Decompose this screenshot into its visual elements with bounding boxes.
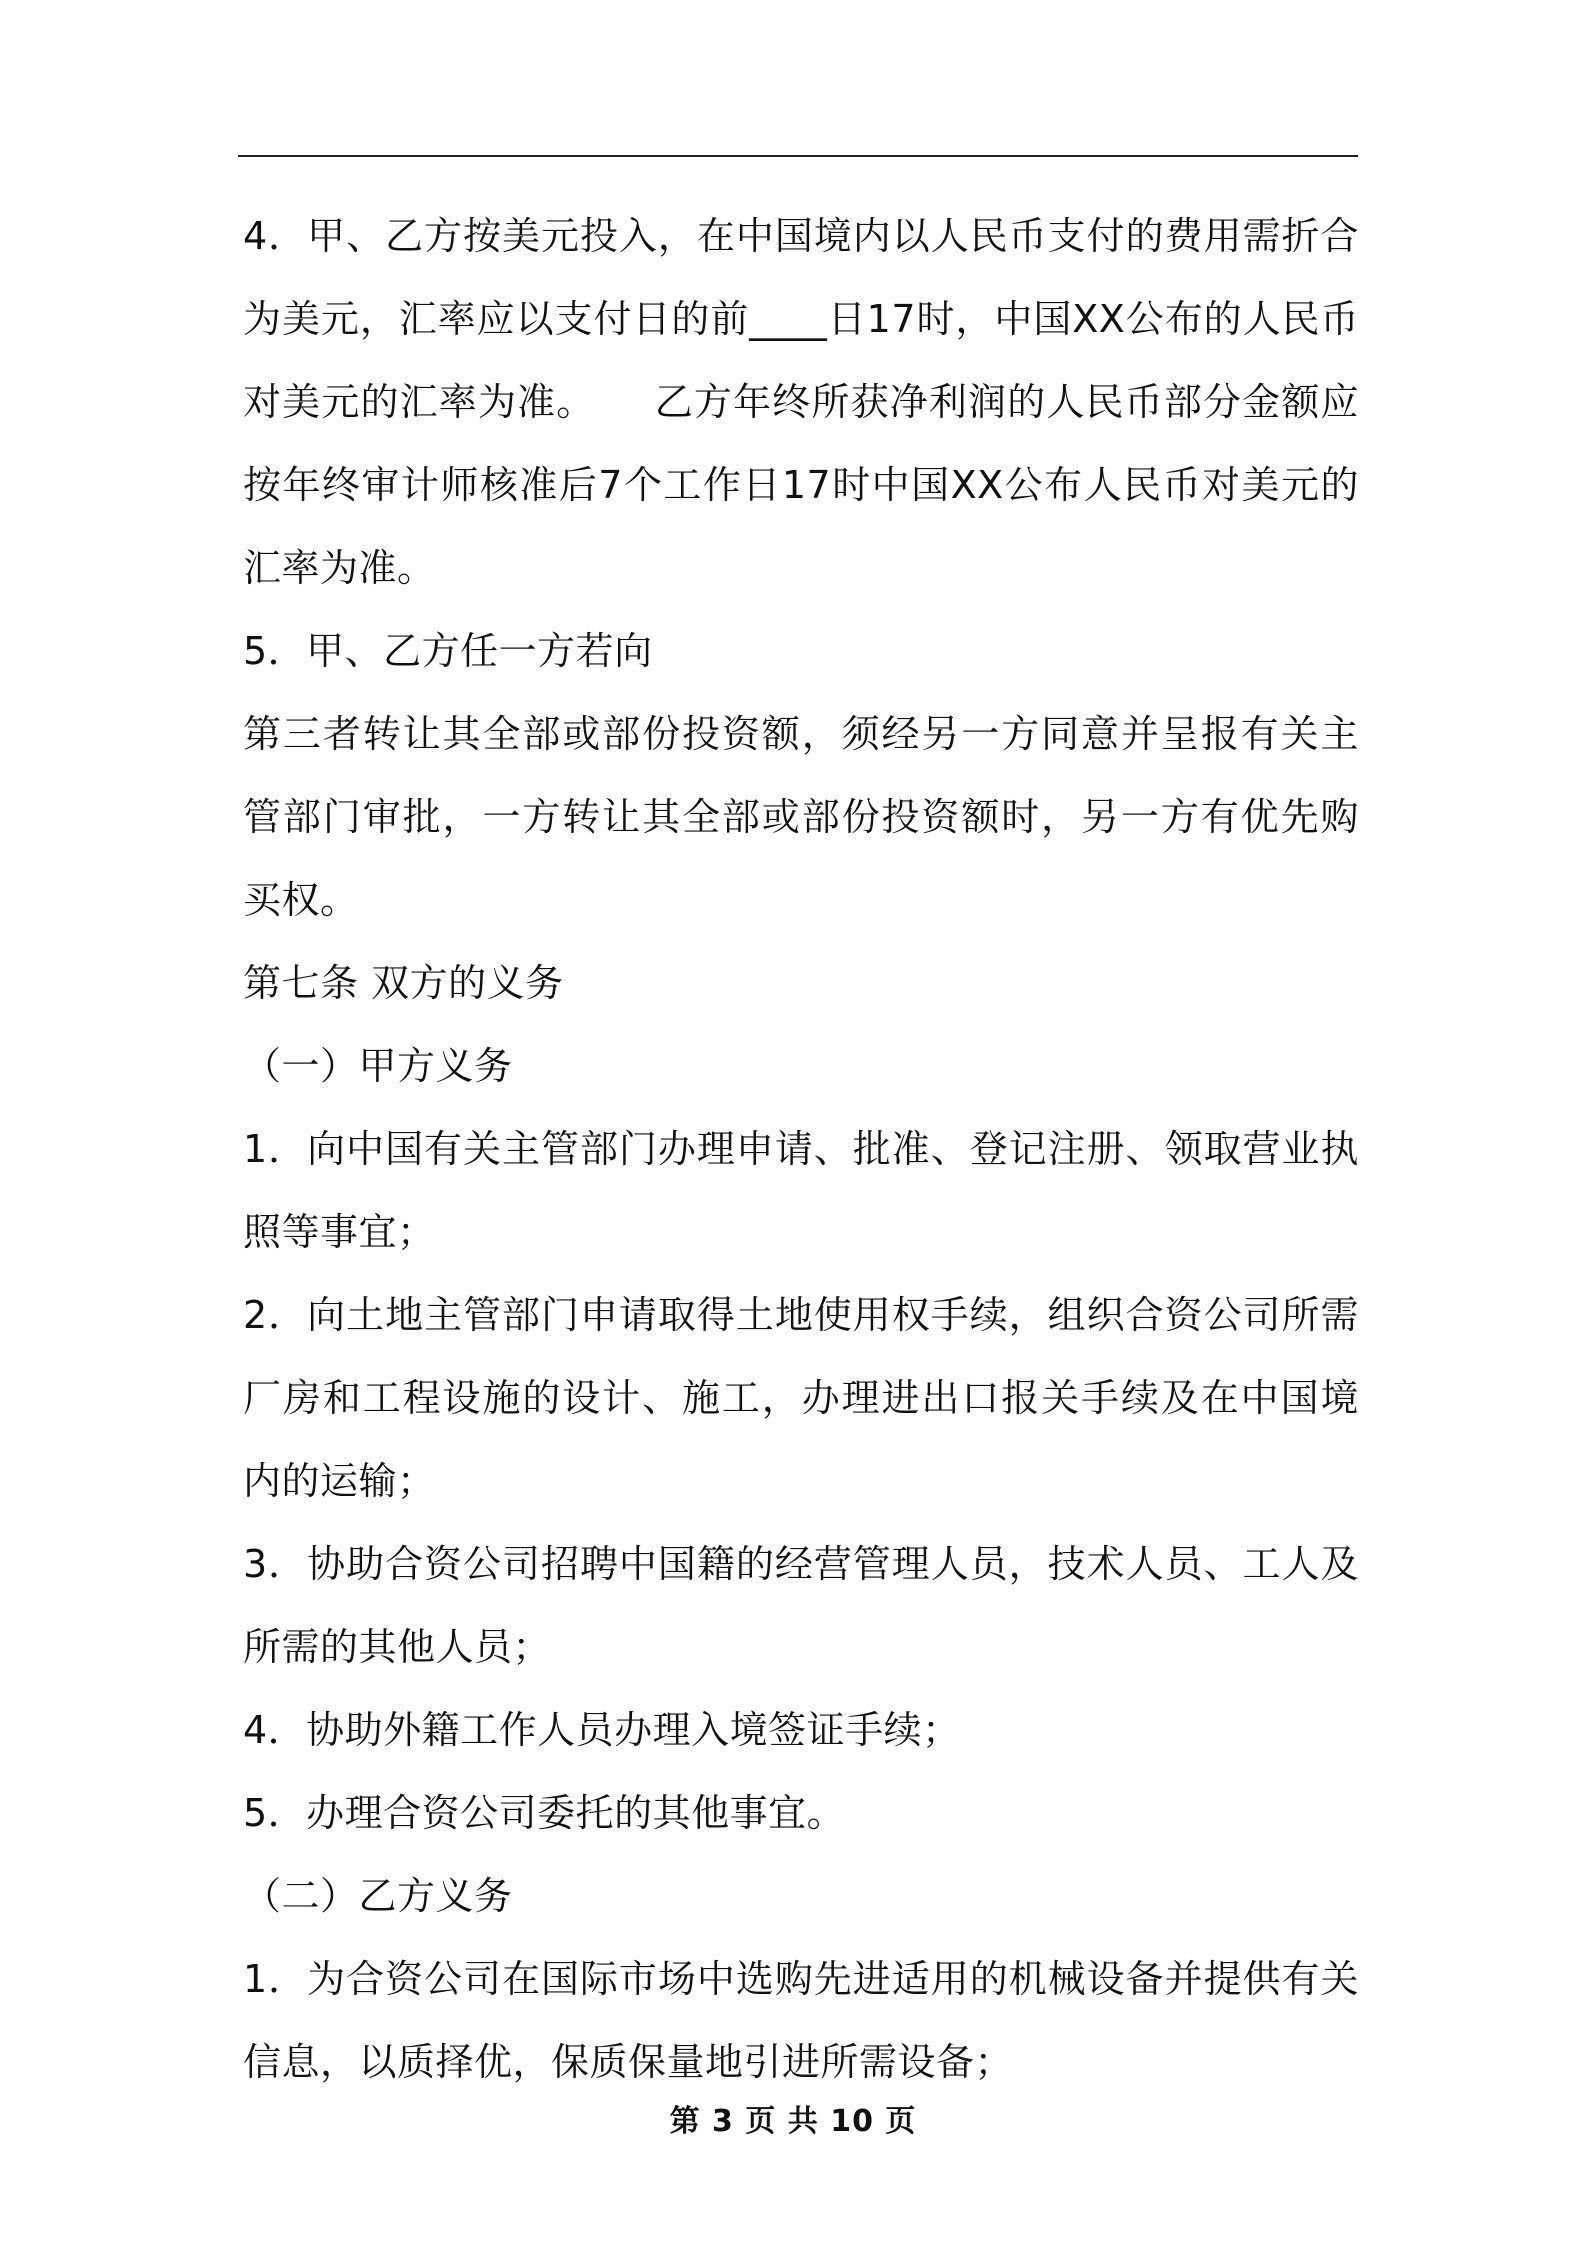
subsection-heading-party-a: （一）甲方义务 xyxy=(243,1044,513,1088)
section-heading-article-7: 第七条 双方的义务 xyxy=(243,961,564,1005)
party-a-duty-2: 2．向土地主管部门申请取得土地使用权手续，组织合资公司所需厂房和工程设施的设计、施工，办理进出口报关手续及在中国境内的运输； xyxy=(243,1293,1359,1503)
subsection-heading-party-b: （二）乙方义务 xyxy=(243,1874,513,1918)
page-number-footer: 第 3 页 共 10 页 xyxy=(669,2104,917,2139)
paragraph-transfer-intro: 5．甲、乙方任一方若向 xyxy=(243,629,653,673)
header-rule xyxy=(238,155,1358,157)
party-a-duty-1: 1．向中国有关主管部门办理申请、批准、登记注册、领取营业执照等事宜； xyxy=(243,1127,1359,1254)
party-a-duty-4: 4．协助外籍工作人员办理入境签证手续； xyxy=(243,1708,961,1752)
document-body xyxy=(243,195,1359,2104)
party-b-duty-1: 1．为合资公司在国际市场中选购先进适用的机械设备并提供有关信息，以质择优，保质保量地引进所需设备； xyxy=(243,1957,1359,2084)
party-a-duty-5: 5．办理合资公司委托的其他事宜。 xyxy=(243,1791,846,1835)
paragraph-transfer-detail: 第三者转让其全部或部份投资额，须经另一方同意并呈报有关主管部门审批，一方转让其全部或部份投资额时，另一方有优先购买权。 xyxy=(243,712,1359,922)
party-a-duty-3: 3．协助合资公司招聘中国籍的经营管理人员，技术人员、工人及所需的其他人员； xyxy=(243,1542,1359,1669)
paragraph-exchange-rate: 4．甲、乙方按美元投入，在中国境内以人民币支付的费用需折合为美元，汇率应以支付日的前____日17时，中国XX公布的人民币对美元的汇率为准。 乙方年终所获净利润的人民币部分金额应按年终审计师核准后7个工作日17时中国XX公布人民币对美元的汇率为准。 xyxy=(243,214,1359,590)
